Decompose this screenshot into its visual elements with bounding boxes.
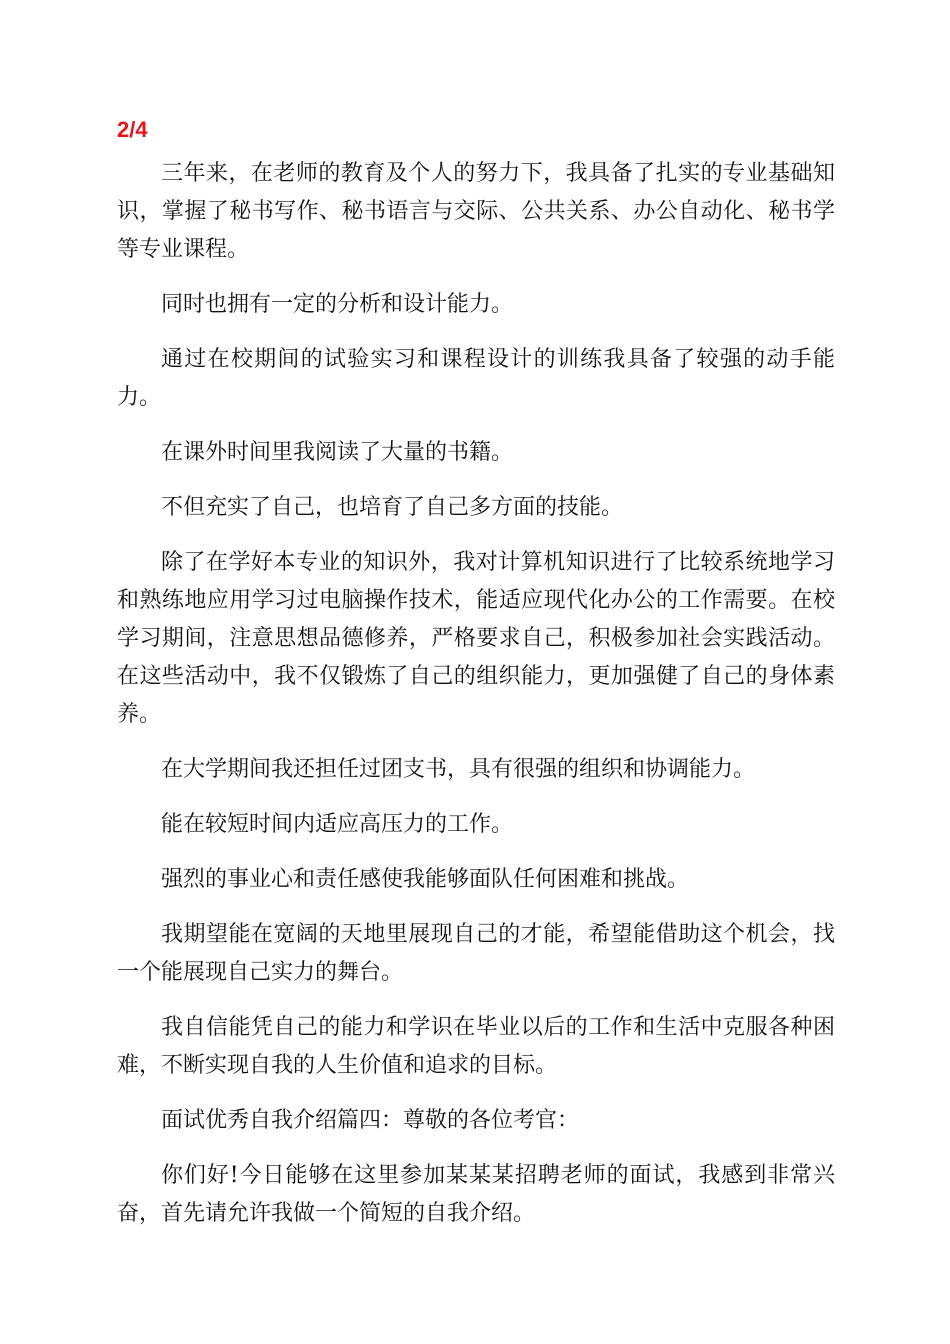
paragraph: 面试优秀自我介绍篇四：尊敬的各位考官： (161, 1108, 580, 1133)
paragraph: 在课外时间里我阅读了大量的书籍。 (161, 440, 514, 465)
paragraph: 不但充实了自己，也培育了自己多方面的技能。 (161, 495, 624, 520)
paragraph: 除了在学好本专业的知识外，我对计算机知识进行了比较系统地学习和熟练地应用学习过电脑操作技术，能适应现代化办公的工作需要。在校学习期间，注意思想品德修养，严格要求自己，积极参加社会实践活动。在这些活动中，我不仅锻炼了自己的组织能力，更加强健了自己的身体素养。 (117, 550, 835, 727)
paragraph: 三年来，在老师的教育及个人的努力下，我具备了扎实的专业基础知识，掌握了秘书写作、秘书语言与交际、公共关系、办公自动化、秘书学等专业课程。 (117, 161, 835, 262)
paragraph: 你们好!今日能够在这里参加某某某招聘老师的面试，我感到非常兴奋，首先请允许我做一个简短的自我介绍。 (117, 1163, 835, 1226)
paragraph: 通过在校期间的试验实习和课程设计的训练我具备了较强的动手能力。 (117, 347, 835, 410)
document-body (117, 155, 835, 1250)
paragraph: 强烈的事业心和责任感使我能够面队任何困难和挑战。 (161, 867, 690, 892)
paragraph: 同时也拥有一定的分析和设计能力。 (161, 292, 514, 317)
paragraph: 在大学期间我还担任过团支书，具有很强的组织和协调能力。 (161, 757, 756, 782)
paragraph: 我自信能凭自己的能力和学识在毕业以后的工作和生活中克服各种困难，不断实现自我的人生价值和追求的目标。 (117, 1015, 835, 1078)
paragraph: 我期望能在宽阔的天地里展现自己的才能，希望能借助这个机会，找一个能展现自己实力的舞台。 (117, 922, 835, 985)
page-number: 2/4 (117, 117, 148, 142)
paragraph: 能在较短时间内适应高压力的工作。 (161, 812, 514, 837)
